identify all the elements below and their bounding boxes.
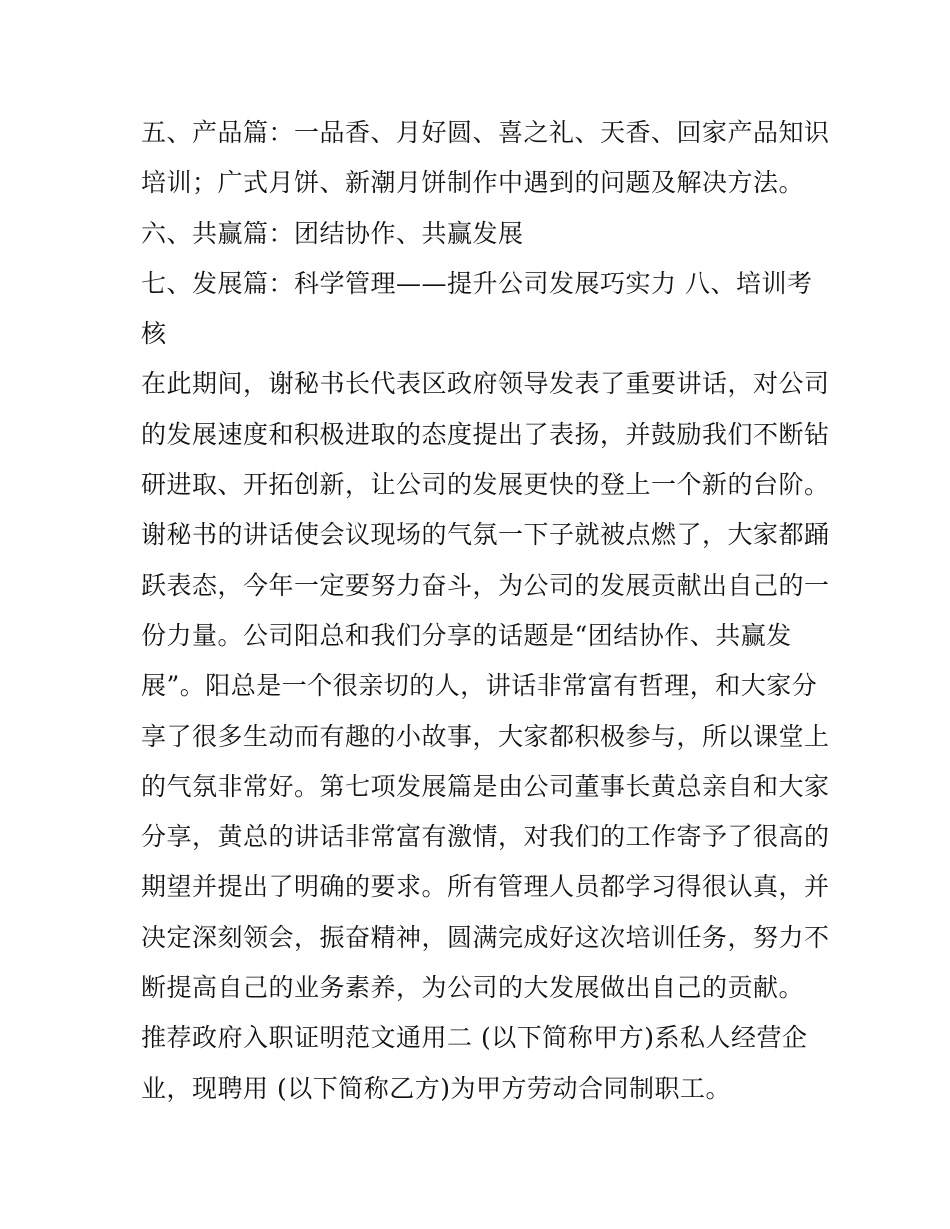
text-line: 分享，黄总的讲话非常富有激情，对我们的工作寄予了很高的 bbox=[141, 822, 830, 852]
text-line: 展”。阳总是一个很亲切的人，讲话非常富有哲理，和大家分 bbox=[141, 671, 818, 701]
text-line: 期望并提出了明确的要求。所有管理人员都学习得很认真，并 bbox=[141, 872, 830, 902]
text-line: 推荐政府入职证明范文通用二 (以下简称甲方)系私人经营企 bbox=[141, 1023, 808, 1053]
text-line: 五、产品篇：一品香、月好圆、喜之礼、天香、回家产品知识 bbox=[141, 118, 830, 147]
text-line: 享了很多生动而有趣的小故事，大家都积极参与，所以课堂上 bbox=[141, 721, 830, 751]
text-line: 培训；广式月饼、新潮月饼制作中遇到的问题及解决方法。 bbox=[141, 168, 805, 198]
text-line: 研进取、开拓创新，让公司的发展更快的登上一个新的台阶。 bbox=[141, 470, 830, 500]
text-line: 的气氛非常好。第七项发展篇是由公司董事长黄总亲自和大家 bbox=[141, 771, 830, 801]
text-line: 跃表态，今年一定要努力奋斗，为公司的发展贡献出自己的一 bbox=[141, 570, 830, 600]
document-body bbox=[141, 108, 830, 1114]
text-line: 的发展速度和积极进取的态度提出了表扬，并鼓励我们不断钻 bbox=[141, 419, 830, 449]
text-line: 核 bbox=[141, 319, 167, 349]
text-line: 业，现聘用 (以下简称乙方)为甲方劳动合同制职工。 bbox=[141, 1073, 731, 1103]
text-line: 谢秘书的讲话使会议现场的气氛一下子就被点燃了，大家都踊 bbox=[141, 520, 830, 550]
text-line: 七、发展篇：科学管理——提升公司发展巧实力 八、培训考 bbox=[141, 268, 813, 298]
text-line: 断提高自己的业务素养，为公司的大发展做出自己的贡献。 bbox=[141, 973, 805, 1003]
text-line: 决定深刻领会，振奋精神，圆满完成好这次培训任务，努力不 bbox=[141, 922, 830, 952]
text-line: 在此期间，谢秘书长代表区政府领导发表了重要讲话，对公司 bbox=[141, 369, 830, 399]
text-line: 份力量。公司阳总和我们分享的话题是“团结协作、共赢发 bbox=[141, 620, 792, 650]
text-line: 六、共赢篇：团结协作、共赢发展 bbox=[141, 218, 524, 248]
